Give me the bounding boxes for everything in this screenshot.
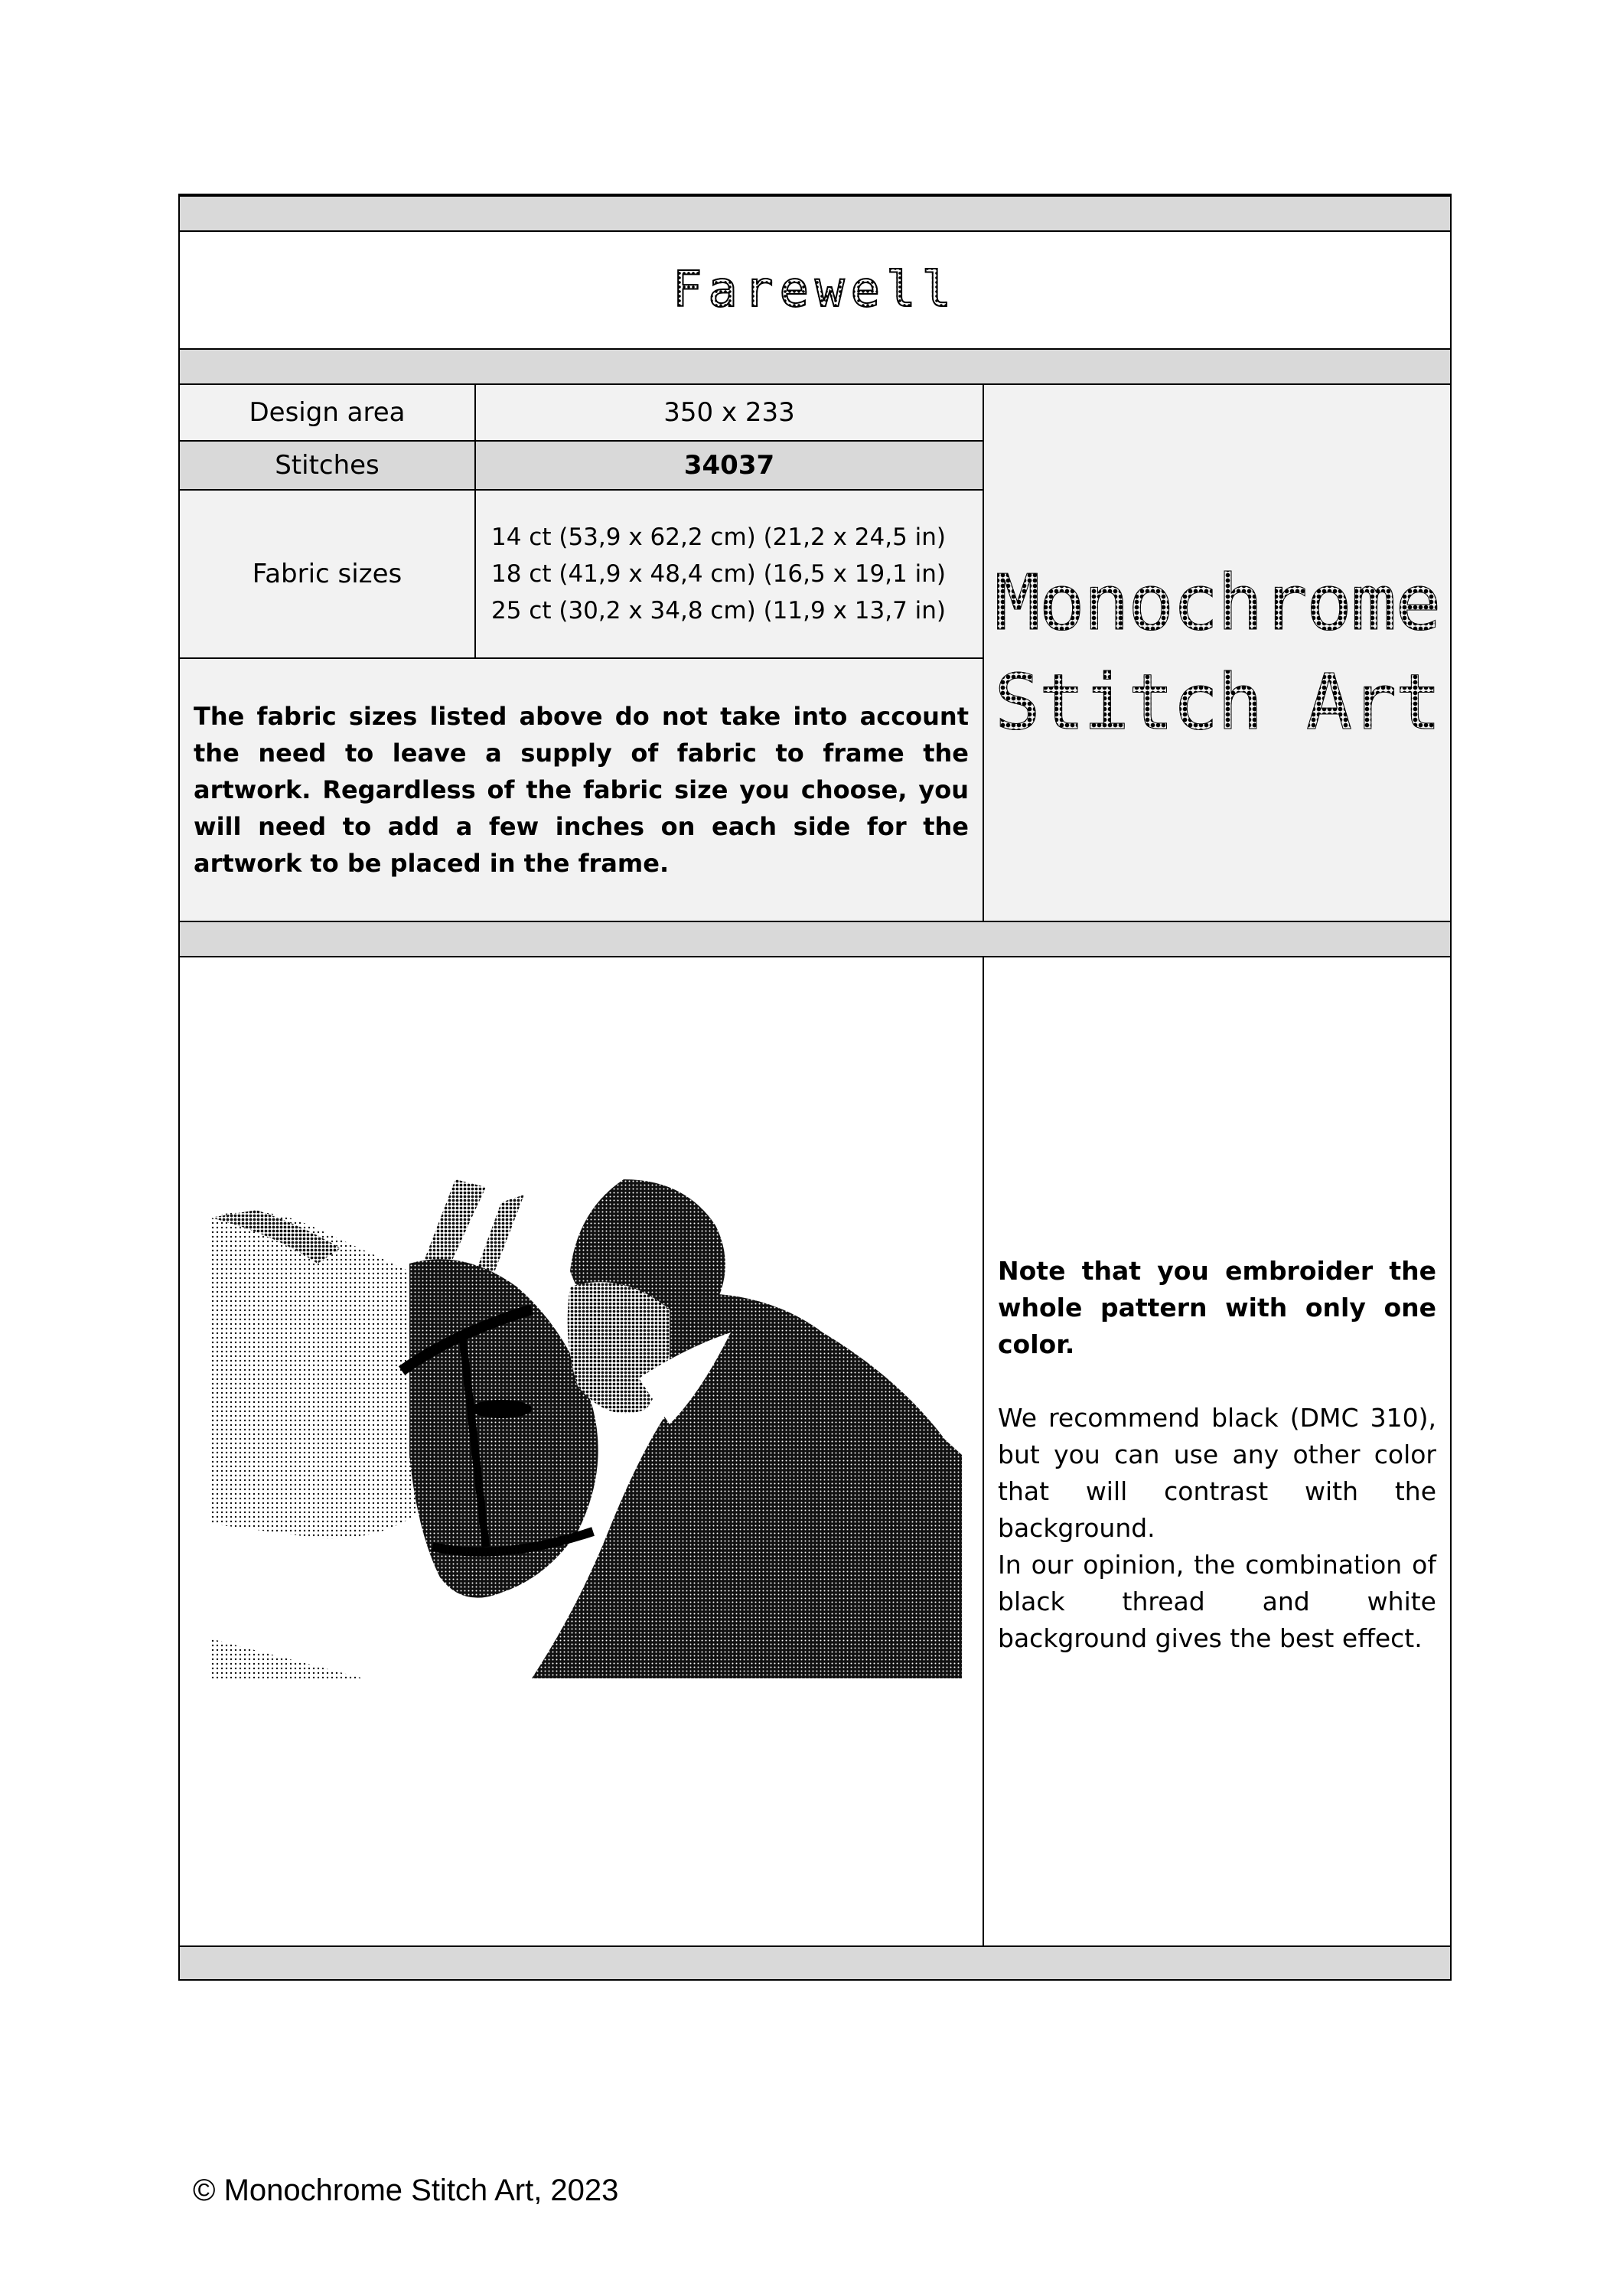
logo-line-1: Monochrome — [994, 558, 1440, 647]
design-area-value: 350 x 233 — [663, 397, 795, 428]
logo-line-2: Stitch Art — [994, 657, 1440, 747]
instructions-text — [984, 1253, 1450, 1657]
fabric-size-14ct: 14 ct (53,9 x 62,2 cm) (21,2 x 24,5 in) — [491, 523, 946, 551]
thread-recommendation: We recommend black (DMC 310), but you can use any other color that will contrast with the background. — [998, 1403, 1436, 1543]
cross-stitch-preview-image — [210, 1179, 962, 1678]
fabric-size-18ct: 18 ct (41,9 x 48,4 cm) (16,5 x 19,1 in) — [491, 560, 946, 588]
one-color-note: Note that you embroider the whole pattern with only one color. — [998, 1256, 1436, 1359]
fabric-sizes-list — [476, 491, 983, 657]
copyright-footer: © Monochrome Stitch Art, 2023 — [193, 2174, 619, 2207]
bottom-band — [180, 1945, 1450, 1981]
info-section — [180, 385, 1450, 921]
stitches-label: Stitches — [275, 450, 380, 481]
top-band — [180, 195, 1450, 232]
fabric-size-25ct: 25 ct (30,2 x 34,8 cm) (11,9 x 13,7 in) — [491, 597, 946, 625]
preview-section — [180, 957, 1450, 1945]
pattern-title: Farewell — [672, 262, 958, 318]
fabric-note-text: The fabric sizes listed above do not take into account the need to leave a supply of fabric to frame the artwork. Regardless of the fabric size you choose, you will need to add a few inches on each side for the artwork to be placed in the frame. — [194, 702, 969, 878]
title-band — [180, 348, 1450, 385]
pattern-sheet — [178, 194, 1452, 1981]
middle-band — [180, 921, 1450, 957]
brand-logo — [984, 385, 1450, 921]
fabric-sizes-label: Fabric sizes — [252, 559, 402, 589]
design-area-label: Design area — [249, 397, 406, 428]
title-row — [180, 232, 1450, 348]
fabric-note — [180, 659, 983, 921]
effect-opinion: In our opinion, the combination of black thread and white background gives the best effect. — [998, 1550, 1436, 1653]
stitches-value: 34037 — [683, 450, 775, 481]
